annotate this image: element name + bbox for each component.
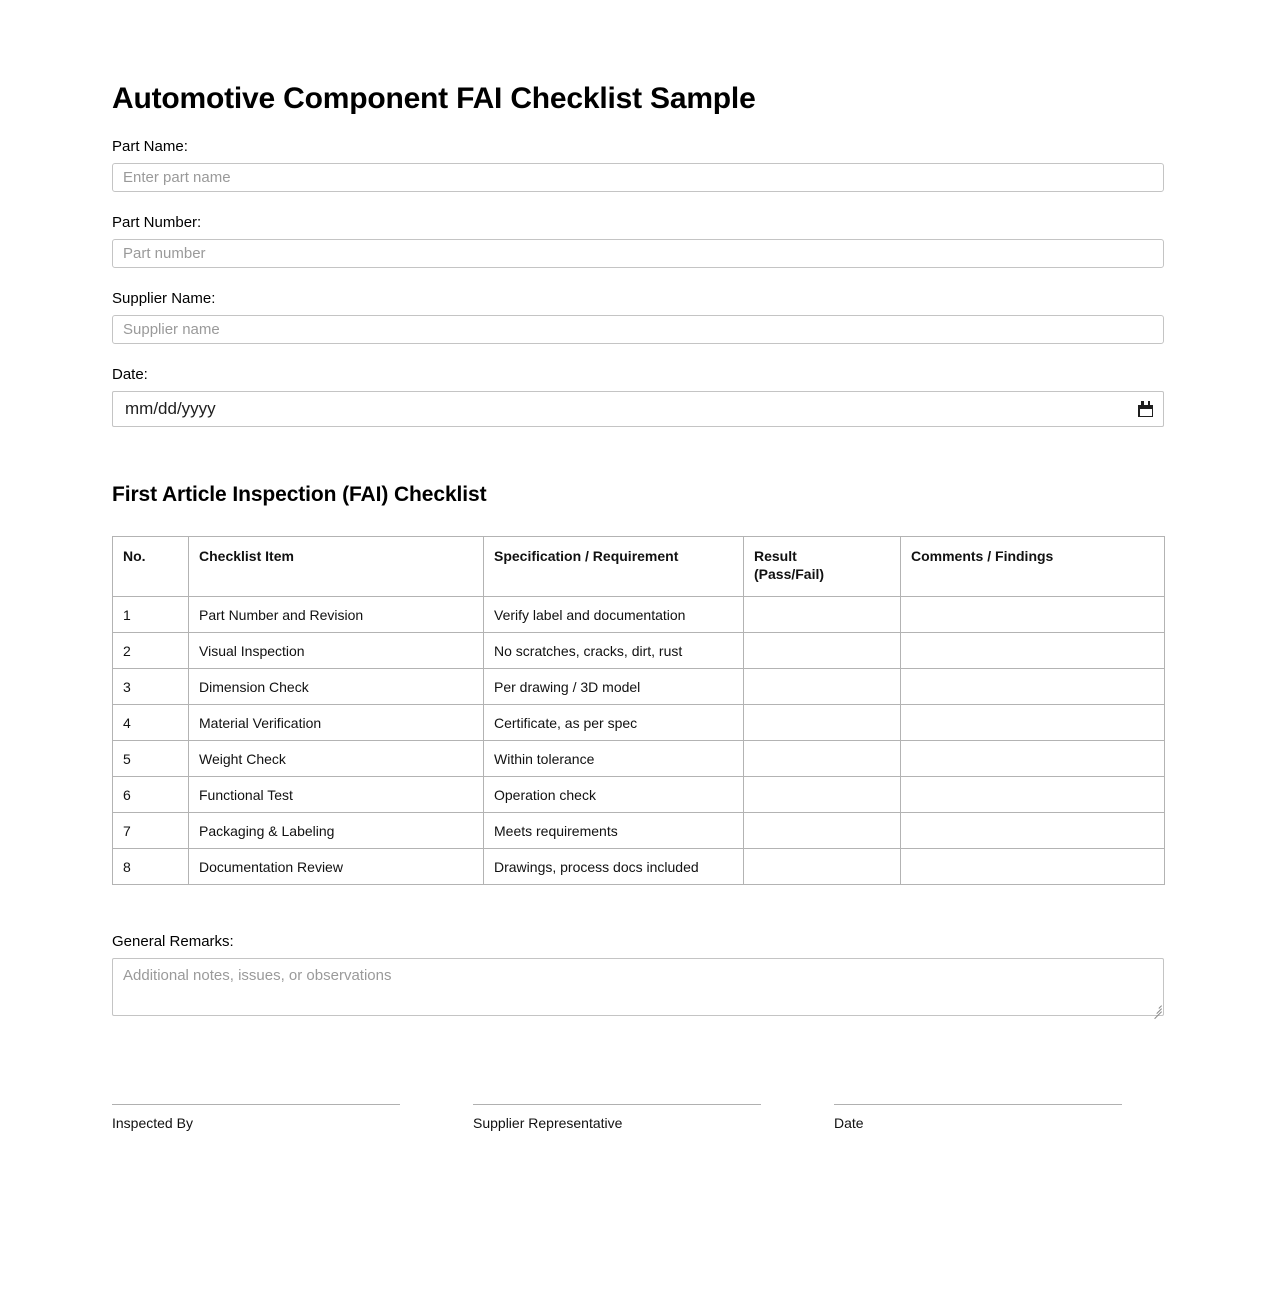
general-remarks-textarea[interactable] bbox=[112, 958, 1164, 1016]
cell-no: 5 bbox=[113, 741, 189, 777]
part-number-input[interactable] bbox=[112, 239, 1164, 268]
table-row bbox=[113, 705, 1165, 741]
part-number-label: Part Number: bbox=[112, 214, 202, 231]
cell-item: Visual Inspection bbox=[189, 633, 484, 669]
cell-result[interactable] bbox=[744, 633, 901, 669]
signature-line bbox=[834, 1104, 1122, 1105]
cell-comments[interactable] bbox=[901, 741, 1165, 777]
fai-checklist-table bbox=[112, 536, 1165, 885]
cell-result[interactable] bbox=[744, 741, 901, 777]
date-input[interactable] bbox=[112, 391, 1164, 427]
cell-spec: Certificate, as per spec bbox=[484, 705, 744, 741]
cell-comments[interactable] bbox=[901, 597, 1165, 633]
cell-comments[interactable] bbox=[901, 849, 1165, 885]
table-row bbox=[113, 597, 1165, 633]
cell-item: Material Verification bbox=[189, 705, 484, 741]
table-row bbox=[113, 813, 1165, 849]
document-content bbox=[112, 0, 1164, 1132]
table-row bbox=[113, 849, 1165, 885]
general-remarks-wrapper bbox=[112, 958, 1164, 1016]
column-header-item: Checklist Item bbox=[189, 537, 484, 597]
section-heading-fai-checklist: First Article Inspection (FAI) Checklist bbox=[112, 483, 487, 506]
signature-inspected-by bbox=[112, 1104, 400, 1132]
table-row bbox=[113, 633, 1165, 669]
cell-no: 2 bbox=[113, 633, 189, 669]
table-row bbox=[113, 777, 1165, 813]
cell-spec: Meets requirements bbox=[484, 813, 744, 849]
field-date bbox=[112, 366, 1164, 427]
table-body bbox=[113, 597, 1165, 885]
calendar-icon[interactable] bbox=[1138, 401, 1153, 417]
cell-item: Documentation Review bbox=[189, 849, 484, 885]
field-part-name bbox=[112, 138, 1164, 192]
cell-spec: Drawings, process docs included bbox=[484, 849, 744, 885]
signature-label: Inspected By bbox=[112, 1115, 193, 1131]
column-header-result-line1: Result bbox=[754, 548, 797, 564]
cell-no: 8 bbox=[113, 849, 189, 885]
cell-spec: Per drawing / 3D model bbox=[484, 669, 744, 705]
signature-supplier-representative bbox=[473, 1104, 761, 1132]
signature-line bbox=[473, 1104, 761, 1105]
date-label: Date: bbox=[112, 366, 148, 383]
signature-line bbox=[112, 1104, 400, 1105]
part-name-label: Part Name: bbox=[112, 138, 188, 155]
cell-no: 7 bbox=[113, 813, 189, 849]
table-row bbox=[113, 669, 1165, 705]
cell-spec: Operation check bbox=[484, 777, 744, 813]
table-head bbox=[113, 537, 1165, 597]
cell-comments[interactable] bbox=[901, 669, 1165, 705]
column-header-spec: Specification / Requirement bbox=[484, 537, 744, 597]
column-header-no: No. bbox=[113, 537, 189, 597]
date-input-wrapper bbox=[112, 391, 1164, 427]
supplier-name-input[interactable] bbox=[112, 315, 1164, 344]
table-row bbox=[113, 741, 1165, 777]
cell-comments[interactable] bbox=[901, 813, 1165, 849]
date-placeholder-text: mm/dd/yyyy bbox=[125, 399, 216, 418]
part-name-input[interactable] bbox=[112, 163, 1164, 192]
cell-no: 4 bbox=[113, 705, 189, 741]
signature-label: Date bbox=[834, 1115, 864, 1131]
column-header-result-line2: (Pass/Fail) bbox=[754, 566, 825, 582]
cell-spec: No scratches, cracks, dirt, rust bbox=[484, 633, 744, 669]
cell-no: 3 bbox=[113, 669, 189, 705]
cell-result[interactable] bbox=[744, 597, 901, 633]
column-header-comments: Comments / Findings bbox=[901, 537, 1165, 597]
cell-item: Packaging & Labeling bbox=[189, 813, 484, 849]
cell-item: Part Number and Revision bbox=[189, 597, 484, 633]
cell-item: Dimension Check bbox=[189, 669, 484, 705]
field-supplier-name bbox=[112, 290, 1164, 344]
cell-comments[interactable] bbox=[901, 633, 1165, 669]
cell-result[interactable] bbox=[744, 777, 901, 813]
page-title: Automotive Component FAI Checklist Sample bbox=[112, 82, 756, 115]
field-general-remarks bbox=[112, 933, 1164, 1016]
field-part-number bbox=[112, 214, 1164, 268]
general-remarks-label: General Remarks: bbox=[112, 933, 234, 950]
signature-label: Supplier Representative bbox=[473, 1115, 623, 1131]
supplier-name-label: Supplier Name: bbox=[112, 290, 216, 307]
cell-spec: Verify label and documentation bbox=[484, 597, 744, 633]
cell-result[interactable] bbox=[744, 813, 901, 849]
column-header-result bbox=[744, 537, 901, 597]
cell-comments[interactable] bbox=[901, 705, 1165, 741]
cell-item: Functional Test bbox=[189, 777, 484, 813]
cell-result[interactable] bbox=[744, 849, 901, 885]
table-header-row bbox=[113, 537, 1165, 597]
cell-item: Weight Check bbox=[189, 741, 484, 777]
signature-date bbox=[834, 1104, 1122, 1132]
cell-result[interactable] bbox=[744, 705, 901, 741]
cell-spec: Within tolerance bbox=[484, 741, 744, 777]
resize-handle-icon[interactable] bbox=[1149, 1001, 1162, 1014]
cell-no: 1 bbox=[113, 597, 189, 633]
cell-no: 6 bbox=[113, 777, 189, 813]
cell-result[interactable] bbox=[744, 669, 901, 705]
signature-block bbox=[112, 1104, 1122, 1132]
cell-comments[interactable] bbox=[901, 777, 1165, 813]
